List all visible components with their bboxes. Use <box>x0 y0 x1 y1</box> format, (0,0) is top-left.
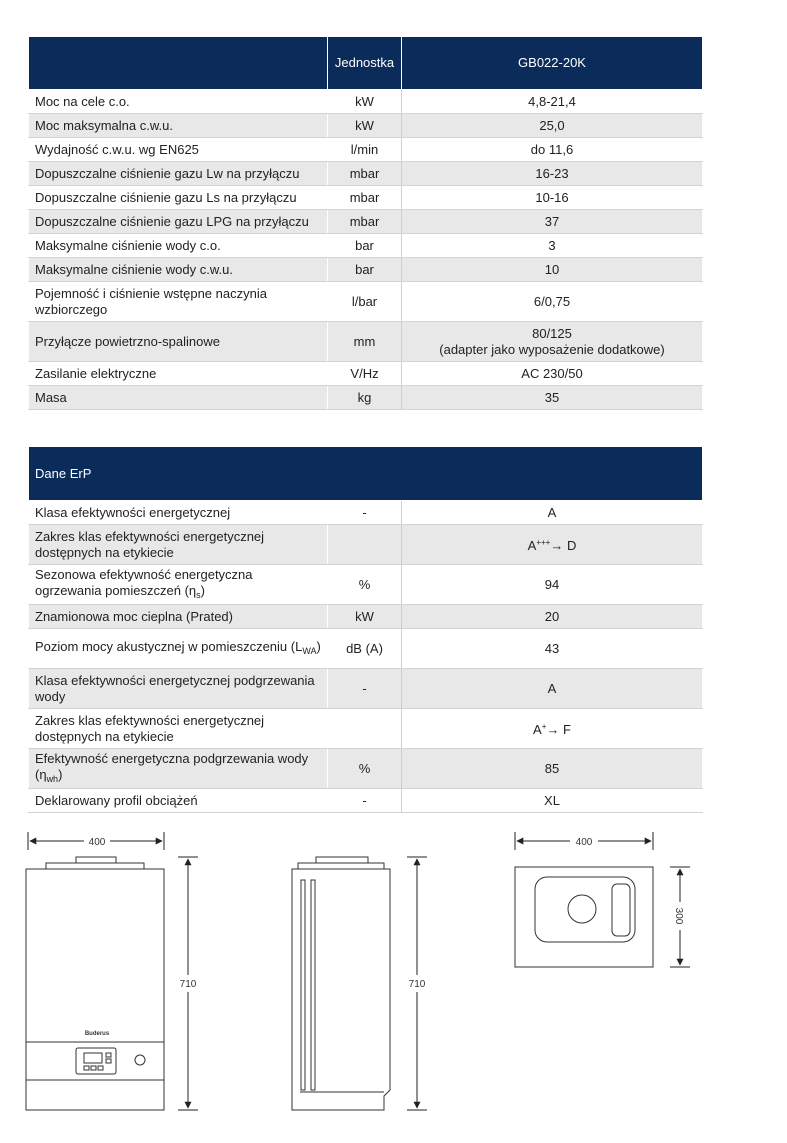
row-unit <box>328 525 402 565</box>
front-brand-logo: Buderus <box>84 1031 110 1037</box>
row-label: Wydajność c.w.u. wg EN625 <box>29 138 328 162</box>
front-height-label: 710 <box>179 979 197 990</box>
table-row <box>29 629 703 669</box>
row-label: Maksymalne ciśnienie wody c.o. <box>29 234 328 258</box>
front-width-label: 400 <box>88 837 106 848</box>
table-row <box>29 669 703 709</box>
row-value: 37 <box>402 210 703 234</box>
side-height-label: 710 <box>408 979 426 990</box>
row-value: 6/0,75 <box>402 282 703 322</box>
row-label: Zakres klas efektywności energetycznej dostępnych na etykiecie <box>29 525 328 565</box>
row-unit: - <box>328 501 402 525</box>
table-row <box>29 749 703 789</box>
row-value: 10 <box>402 258 703 282</box>
label-end: ) <box>200 582 205 598</box>
side-flue-base <box>298 863 384 869</box>
front-button-icon <box>91 1066 96 1070</box>
row-unit: l/bar <box>328 282 402 322</box>
row-unit: kg <box>328 386 402 410</box>
row-value: 25,0 <box>402 114 703 138</box>
row-value: A <box>402 501 703 525</box>
table-row <box>29 565 703 605</box>
front-knob-icon <box>135 1055 145 1065</box>
table-row <box>29 258 703 282</box>
row-value: 35 <box>402 386 703 410</box>
row-unit: mbar <box>328 210 402 234</box>
class-start: A <box>527 538 537 553</box>
row-unit: kW <box>328 90 402 114</box>
erp-table <box>28 446 703 813</box>
side-rail-left <box>301 880 305 1090</box>
label-end: ) <box>316 638 321 654</box>
row-value: 85 <box>402 749 703 789</box>
specs-header-param <box>29 37 328 90</box>
row-unit: kW <box>328 114 402 138</box>
row-label <box>29 749 328 789</box>
class-plus: +++ <box>536 538 551 547</box>
label-subscript: s <box>196 589 201 600</box>
row-label <box>29 565 328 605</box>
row-value <box>402 322 703 362</box>
row-unit: l/min <box>328 138 402 162</box>
row-value: 20 <box>402 605 703 629</box>
row-unit: V/Hz <box>328 362 402 386</box>
row-label: Pojemność i ciśnienie wstępne naczynia wzbiorczego <box>29 282 328 322</box>
row-unit: % <box>328 565 402 605</box>
front-flue-collar <box>76 857 116 863</box>
row-value: XL <box>402 789 703 813</box>
table-row <box>29 138 703 162</box>
class-range-end: → D <box>550 538 577 553</box>
row-label: Maksymalne ciśnienie wody c.w.u. <box>29 258 328 282</box>
row-unit <box>328 709 402 749</box>
row-label: Masa <box>29 386 328 410</box>
row-value <box>402 525 703 565</box>
row-label <box>29 629 328 669</box>
table-row <box>29 322 703 362</box>
row-value: 43 <box>402 629 703 669</box>
top-flue-circle <box>568 895 596 923</box>
specs-header-unit: Jednostka <box>328 37 402 90</box>
dimension-drawings <box>0 820 787 1143</box>
table-row <box>29 525 703 565</box>
row-unit: kW <box>328 605 402 629</box>
row-unit: - <box>328 669 402 709</box>
row-value: do 11,6 <box>402 138 703 162</box>
row-value: 4,8-21,4 <box>402 90 703 114</box>
row-value: A <box>402 669 703 709</box>
label-end: ) <box>58 766 63 782</box>
row-unit: - <box>328 789 402 813</box>
label-text: Poziom mocy akustycznej w pomieszczeniu (L <box>35 638 303 654</box>
table-row <box>29 282 703 322</box>
top-depth-label: 300 <box>673 907 684 925</box>
table-row <box>29 114 703 138</box>
row-value: AC 230/50 <box>402 362 703 386</box>
front-button-icon <box>98 1066 103 1070</box>
table-row <box>29 386 703 410</box>
row-unit: mm <box>328 322 402 362</box>
label-subscript: WA <box>302 645 317 656</box>
row-label: Zasilanie elektryczne <box>29 362 328 386</box>
front-button-icon <box>106 1059 111 1063</box>
row-value-line1: 80/125 <box>532 325 572 341</box>
table-row <box>29 789 703 813</box>
class-plus: + <box>541 722 547 731</box>
row-label: Dopuszczalne ciśnienie gazu Lw na przyłączu <box>29 162 328 186</box>
row-label: Dopuszczalne ciśnienie gazu Ls na przyłączu <box>29 186 328 210</box>
side-flue-collar <box>316 857 368 863</box>
front-flue-base <box>46 863 144 869</box>
row-unit: dB (A) <box>328 629 402 669</box>
row-label: Dopuszczalne ciśnienie gazu LPG na przyłączu <box>29 210 328 234</box>
label-text: Sezonowa efektywność energetyczna ogrzewania pomieszczeń (η <box>35 566 253 598</box>
top-width-label: 400 <box>575 837 593 848</box>
front-display-screen <box>84 1053 102 1063</box>
row-label: Moc na cele c.o. <box>29 90 328 114</box>
row-label: Przyłącze powietrzno-spalinowe <box>29 322 328 362</box>
row-label: Zakres klas efektywności energetycznej dostępnych na etykiecie <box>29 709 328 749</box>
table-row <box>29 605 703 629</box>
table-row <box>29 234 703 258</box>
row-unit: bar <box>328 258 402 282</box>
top-view-drawing <box>515 832 690 967</box>
row-value: 16-23 <box>402 162 703 186</box>
specs-table <box>28 36 703 410</box>
row-unit: mbar <box>328 162 402 186</box>
row-label: Klasa efektywności energetycznej <box>29 501 328 525</box>
side-view-drawing <box>292 857 427 1110</box>
label-subscript: wh <box>46 773 59 784</box>
side-casing <box>292 869 390 1110</box>
specs-header-model: GB022-20K <box>402 37 703 90</box>
row-value: 94 <box>402 565 703 605</box>
table-row <box>29 210 703 234</box>
row-value <box>402 709 703 749</box>
row-label: Klasa efektywności energetycznej podgrzewania wody <box>29 669 328 709</box>
class-range-end: → F <box>546 722 571 737</box>
row-value-line2: (adapter jako wyposażenie dodatkowe) <box>439 341 665 357</box>
row-label: Znamionowa moc cieplna (Prated) <box>29 605 328 629</box>
label-text: Efektywność energetyczna podgrzewania wody (η <box>35 750 309 782</box>
table-row <box>29 362 703 386</box>
table-row <box>29 162 703 186</box>
row-label: Deklarowany profil obciążeń <box>29 789 328 813</box>
table-row <box>29 186 703 210</box>
erp-header-row <box>29 447 703 501</box>
class-start: A <box>533 722 542 737</box>
front-button-icon <box>84 1066 89 1070</box>
row-label: Moc maksymalna c.w.u. <box>29 114 328 138</box>
row-value: 3 <box>402 234 703 258</box>
front-button-icon <box>106 1053 111 1057</box>
front-view-drawing <box>26 832 198 1110</box>
row-unit: % <box>328 749 402 789</box>
specs-header-row <box>29 37 703 90</box>
side-rail-right <box>311 880 315 1090</box>
row-unit: mbar <box>328 186 402 210</box>
table-row <box>29 90 703 114</box>
row-unit: bar <box>328 234 402 258</box>
erp-title: Dane ErP <box>29 447 703 501</box>
top-flue-slot <box>612 884 630 936</box>
table-row <box>29 501 703 525</box>
row-value: 10-16 <box>402 186 703 210</box>
table-row <box>29 709 703 749</box>
